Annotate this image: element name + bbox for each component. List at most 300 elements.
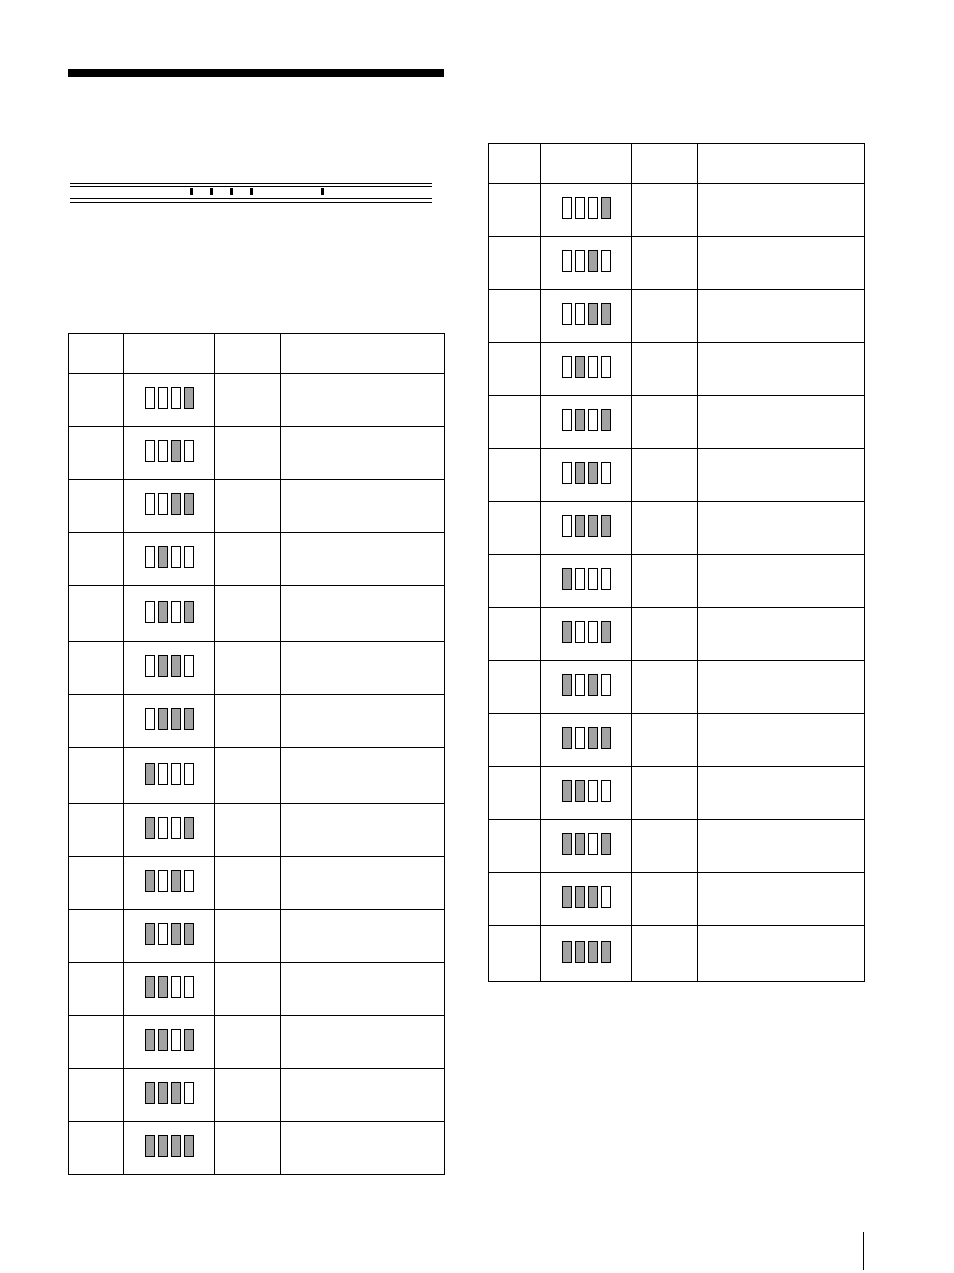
switch-setting-cell — [124, 374, 215, 427]
table-row — [489, 396, 865, 449]
table-cell — [632, 608, 698, 661]
table-cell — [215, 910, 281, 963]
dip-switch-off — [575, 197, 585, 219]
table-cell — [69, 857, 124, 910]
right-dip-switch-table — [488, 143, 865, 982]
switch-setting-cell — [124, 586, 215, 642]
table-cell — [632, 767, 698, 820]
dip-switch-off — [184, 1082, 194, 1104]
dip-switch-group — [562, 621, 611, 643]
dip-switch-off — [562, 515, 572, 537]
dip-switch-on — [562, 727, 572, 749]
dip-switch-off — [562, 409, 572, 431]
dip-switch-group — [562, 197, 611, 219]
table-cell — [215, 695, 281, 748]
table-header-row — [69, 334, 445, 374]
table-row — [489, 926, 865, 982]
switch-setting-cell — [124, 695, 215, 748]
dip-switch-on — [601, 197, 611, 219]
dip-switch-off — [562, 250, 572, 272]
dip-switch-off — [171, 976, 181, 998]
switch-setting-cell — [541, 237, 632, 290]
dip-switch-on — [145, 1029, 155, 1051]
table-cell — [489, 714, 541, 767]
dip-switch-off — [588, 356, 598, 378]
dip-switch-off — [145, 440, 155, 462]
table-cell — [215, 586, 281, 642]
header-cell — [632, 144, 698, 184]
dip-switch-on — [184, 1135, 194, 1157]
dip-switch-off — [588, 409, 598, 431]
table-row — [69, 480, 445, 533]
table-row — [69, 533, 445, 586]
dip-switch-on — [575, 780, 585, 802]
switch-setting-cell — [541, 873, 632, 926]
left-dip-switch-table — [68, 333, 445, 1175]
dip-switch-on — [575, 409, 585, 431]
table-row — [69, 695, 445, 748]
table-row — [489, 343, 865, 396]
table-cell — [215, 1069, 281, 1122]
dip-switch-on — [588, 303, 598, 325]
dip-switch-off — [588, 568, 598, 590]
table-cell — [281, 586, 445, 642]
table-cell — [698, 820, 865, 873]
table-cell — [215, 427, 281, 480]
dip-switch-on — [588, 674, 598, 696]
switch-setting-cell — [541, 449, 632, 502]
dip-switch-off — [145, 655, 155, 677]
table-cell — [632, 449, 698, 502]
table-cell — [632, 396, 698, 449]
switch-setting-cell — [541, 184, 632, 237]
dip-switch-group — [562, 727, 611, 749]
table-row — [69, 374, 445, 427]
switch-setting-cell — [124, 857, 215, 910]
table-cell — [632, 555, 698, 608]
table-row — [489, 449, 865, 502]
table-cell — [215, 804, 281, 857]
table-row — [489, 767, 865, 820]
dip-switch-on — [601, 409, 611, 431]
dip-switch-group — [562, 303, 611, 325]
dip-switch-on — [158, 601, 168, 623]
dip-switch-group — [145, 976, 194, 998]
dip-switch-group — [145, 440, 194, 462]
table-cell — [69, 1016, 124, 1069]
dip-switch-on — [171, 708, 181, 730]
table-cell — [215, 748, 281, 804]
rule-mark — [230, 188, 233, 195]
dip-switch-on — [145, 870, 155, 892]
rule-mark — [321, 188, 324, 195]
table-row — [489, 237, 865, 290]
dip-switch-off — [158, 440, 168, 462]
dip-switch-group — [562, 568, 611, 590]
dip-switch-off — [562, 356, 572, 378]
dip-switch-on — [145, 817, 155, 839]
dip-switch-off — [588, 833, 598, 855]
rule-mark — [190, 188, 193, 195]
table-row — [69, 910, 445, 963]
table-cell — [632, 661, 698, 714]
dip-switch-off — [184, 763, 194, 785]
table-cell — [698, 714, 865, 767]
dip-switch-on — [171, 440, 181, 462]
dip-switch-group — [562, 356, 611, 378]
switch-setting-cell — [124, 642, 215, 695]
table-cell — [69, 695, 124, 748]
dip-switch-off — [158, 493, 168, 515]
dip-switch-off — [158, 387, 168, 409]
dip-switch-on — [184, 1029, 194, 1051]
table-cell — [489, 449, 541, 502]
header-cell — [281, 334, 445, 374]
dip-switch-on — [588, 515, 598, 537]
table-cell — [69, 748, 124, 804]
dip-switch-off — [575, 568, 585, 590]
dip-switch-on — [184, 923, 194, 945]
dip-switch-on — [158, 1135, 168, 1157]
dip-switch-on — [562, 780, 572, 802]
table-cell — [698, 449, 865, 502]
table-cell — [698, 184, 865, 237]
dip-switch-on — [184, 387, 194, 409]
table-cell — [698, 290, 865, 343]
switch-setting-cell — [541, 926, 632, 982]
table-row — [489, 184, 865, 237]
dip-switch-on — [575, 941, 585, 963]
switch-setting-cell — [541, 555, 632, 608]
table-cell — [698, 873, 865, 926]
dip-switch-off — [184, 976, 194, 998]
table-cell — [69, 804, 124, 857]
dip-switch-off — [575, 250, 585, 272]
dip-switch-group — [145, 655, 194, 677]
table-cell — [69, 374, 124, 427]
switch-setting-cell — [541, 502, 632, 555]
table-row — [69, 857, 445, 910]
dip-switch-off — [171, 763, 181, 785]
rule-line — [70, 202, 432, 203]
table-cell — [281, 1016, 445, 1069]
switch-setting-cell — [124, 910, 215, 963]
dip-switch-off — [171, 817, 181, 839]
dip-switch-off — [588, 621, 598, 643]
dip-switch-on — [145, 923, 155, 945]
header-cell — [541, 144, 632, 184]
dip-switch-off — [601, 356, 611, 378]
dip-switch-on — [575, 515, 585, 537]
table-cell — [69, 642, 124, 695]
table-cell — [489, 555, 541, 608]
table-cell — [281, 533, 445, 586]
dip-switch-on — [601, 833, 611, 855]
dip-switch-group — [562, 780, 611, 802]
header-cell — [69, 334, 124, 374]
dip-switch-on — [562, 941, 572, 963]
table-cell — [281, 748, 445, 804]
table-row — [489, 820, 865, 873]
dip-switch-group — [145, 1135, 194, 1157]
table-cell — [215, 374, 281, 427]
switch-setting-cell — [541, 290, 632, 343]
dip-switch-on — [145, 1135, 155, 1157]
dip-switch-off — [575, 674, 585, 696]
table-cell — [281, 804, 445, 857]
dip-switch-on — [145, 976, 155, 998]
table-cell — [215, 857, 281, 910]
switch-setting-cell — [124, 1069, 215, 1122]
switch-setting-cell — [541, 820, 632, 873]
dip-switch-off — [184, 870, 194, 892]
dip-switch-on — [158, 1029, 168, 1051]
table-cell — [281, 1122, 445, 1175]
dip-switch-on — [575, 886, 585, 908]
table-cell — [215, 963, 281, 1016]
table-row — [489, 714, 865, 767]
dip-switch-on — [145, 763, 155, 785]
table-row — [489, 290, 865, 343]
page-edge-marker — [863, 1232, 864, 1270]
switch-setting-cell — [124, 427, 215, 480]
dip-switch-group — [145, 817, 194, 839]
switch-setting-cell — [124, 1122, 215, 1175]
dip-switch-on — [158, 976, 168, 998]
dip-switch-off — [575, 727, 585, 749]
dip-switch-off — [184, 440, 194, 462]
dip-switch-on — [184, 708, 194, 730]
table-cell — [281, 857, 445, 910]
table-row — [489, 661, 865, 714]
table-cell — [489, 608, 541, 661]
dip-switch-group — [145, 870, 194, 892]
dip-switch-group — [145, 763, 194, 785]
table-cell — [489, 926, 541, 982]
dip-switch-on — [601, 515, 611, 537]
dip-switch-on — [575, 833, 585, 855]
table-cell — [281, 427, 445, 480]
dip-switch-on — [588, 886, 598, 908]
table-cell — [632, 820, 698, 873]
dip-switch-off — [158, 923, 168, 945]
table-cell — [69, 1069, 124, 1122]
table-cell — [69, 910, 124, 963]
switch-setting-cell — [541, 396, 632, 449]
dip-switch-off — [601, 780, 611, 802]
dip-switch-off — [588, 780, 598, 802]
dip-switch-off — [575, 303, 585, 325]
table-cell — [632, 926, 698, 982]
dip-switch-group — [145, 601, 194, 623]
table-cell — [281, 963, 445, 1016]
table-cell — [632, 343, 698, 396]
dip-switch-off — [601, 674, 611, 696]
table-row — [69, 427, 445, 480]
dip-switch-on — [562, 833, 572, 855]
dip-switch-on — [171, 923, 181, 945]
table-cell — [632, 184, 698, 237]
rule-line — [70, 198, 432, 199]
dip-switch-off — [601, 462, 611, 484]
dip-switch-group — [145, 923, 194, 945]
dip-switch-on — [588, 941, 598, 963]
dip-switch-off — [145, 493, 155, 515]
table-cell — [489, 767, 541, 820]
table-cell — [632, 873, 698, 926]
dip-switch-on — [575, 462, 585, 484]
table-cell — [489, 237, 541, 290]
table-cell — [69, 963, 124, 1016]
table-cell — [632, 502, 698, 555]
table-row — [489, 608, 865, 661]
dip-switch-on — [184, 817, 194, 839]
dip-switch-on — [588, 462, 598, 484]
dip-switch-group — [145, 708, 194, 730]
dip-switch-on — [171, 1082, 181, 1104]
dip-switch-off — [158, 817, 168, 839]
table-row — [69, 1069, 445, 1122]
dip-switch-on — [601, 621, 611, 643]
table-cell — [69, 586, 124, 642]
dip-switch-on — [588, 727, 598, 749]
switch-setting-cell — [541, 661, 632, 714]
dip-switch-off — [171, 1029, 181, 1051]
table-row — [489, 555, 865, 608]
dip-switch-off — [145, 708, 155, 730]
table-cell — [632, 714, 698, 767]
switch-setting-cell — [541, 714, 632, 767]
dip-switch-on — [184, 493, 194, 515]
table-header-row — [489, 144, 865, 184]
header-cell — [489, 144, 541, 184]
table-cell — [489, 396, 541, 449]
table-row — [69, 642, 445, 695]
table-cell — [489, 661, 541, 714]
table-row — [69, 586, 445, 642]
dip-switch-off — [171, 601, 181, 623]
table-cell — [698, 608, 865, 661]
dip-switch-on — [562, 621, 572, 643]
switch-setting-cell — [124, 963, 215, 1016]
switch-setting-cell — [541, 767, 632, 820]
dip-switch-on — [158, 1082, 168, 1104]
table-cell — [281, 642, 445, 695]
dip-switch-off — [601, 886, 611, 908]
table-cell — [489, 873, 541, 926]
dip-switch-on — [158, 708, 168, 730]
table-cell — [69, 480, 124, 533]
header-cell — [124, 334, 215, 374]
switch-setting-cell — [541, 608, 632, 661]
dip-switch-off — [145, 601, 155, 623]
dip-switch-group — [145, 387, 194, 409]
dip-switch-off — [171, 387, 181, 409]
dip-switch-off — [184, 546, 194, 568]
dip-switch-off — [145, 387, 155, 409]
table-cell — [489, 502, 541, 555]
table-cell — [281, 910, 445, 963]
table-row — [489, 502, 865, 555]
switch-setting-cell — [124, 804, 215, 857]
table-cell — [69, 533, 124, 586]
dip-switch-off — [562, 197, 572, 219]
switch-setting-cell — [124, 480, 215, 533]
dip-switch-off — [184, 655, 194, 677]
dip-switch-on — [562, 886, 572, 908]
table-cell — [281, 480, 445, 533]
table-row — [69, 804, 445, 857]
table-cell — [215, 1122, 281, 1175]
dip-switch-on — [601, 303, 611, 325]
table-cell — [215, 642, 281, 695]
table-cell — [489, 184, 541, 237]
dip-switch-off — [588, 197, 598, 219]
dip-switch-on — [171, 655, 181, 677]
table-cell — [698, 343, 865, 396]
rule-line — [70, 186, 432, 187]
switch-setting-cell — [124, 1016, 215, 1069]
switch-setting-cell — [541, 343, 632, 396]
dip-switch-off — [158, 763, 168, 785]
table-row — [69, 1016, 445, 1069]
switch-setting-cell — [124, 748, 215, 804]
dip-switch-off — [562, 462, 572, 484]
dip-switch-group — [562, 250, 611, 272]
table-cell — [632, 290, 698, 343]
table-cell — [215, 533, 281, 586]
dip-switch-off — [145, 546, 155, 568]
dip-switch-off — [171, 546, 181, 568]
dip-switch-off — [601, 568, 611, 590]
dip-switch-group — [562, 409, 611, 431]
dip-switch-off — [575, 621, 585, 643]
rule-mark — [210, 188, 213, 195]
dip-switch-group — [145, 1082, 194, 1104]
table-cell — [281, 695, 445, 748]
table-cell — [489, 820, 541, 873]
dip-switch-group — [562, 462, 611, 484]
table-cell — [698, 396, 865, 449]
table-cell — [489, 290, 541, 343]
dip-switch-group — [145, 546, 194, 568]
table-row — [69, 1122, 445, 1175]
section-title-bar — [68, 69, 444, 77]
table-cell — [698, 502, 865, 555]
dip-switch-group — [145, 493, 194, 515]
dip-switch-on — [601, 941, 611, 963]
switch-position-rule — [70, 183, 432, 204]
dip-switch-on — [158, 655, 168, 677]
table-cell — [69, 427, 124, 480]
dip-switch-on — [588, 250, 598, 272]
dip-switch-off — [601, 250, 611, 272]
rule-line — [70, 183, 432, 184]
dip-switch-on — [575, 356, 585, 378]
dip-switch-group — [562, 886, 611, 908]
dip-switch-group — [145, 1029, 194, 1051]
rule-mark — [250, 188, 253, 195]
table-row — [69, 963, 445, 1016]
dip-switch-on — [171, 870, 181, 892]
table-cell — [698, 661, 865, 714]
dip-switch-group — [562, 674, 611, 696]
table-cell — [281, 374, 445, 427]
dip-switch-off — [562, 303, 572, 325]
table-cell — [698, 926, 865, 982]
dip-switch-on — [171, 493, 181, 515]
table-cell — [69, 1122, 124, 1175]
